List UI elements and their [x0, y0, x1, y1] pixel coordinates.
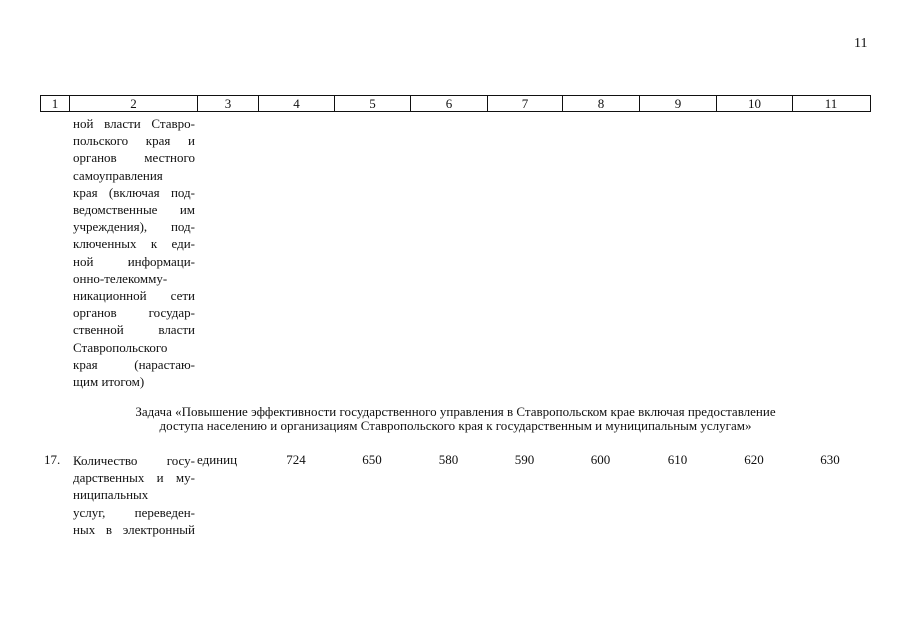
- text-line: никационной сети: [73, 288, 195, 304]
- text-line: дарственных и му-: [73, 470, 195, 486]
- text-line: ных в электронный: [73, 521, 195, 537]
- header-cell-8: 8: [563, 96, 640, 111]
- text-line: Количество госу-: [73, 453, 195, 468]
- text-line: самоуправления: [73, 167, 163, 183]
- task-heading-line-2: доступа населению и организациям Ставропольского края к государственным и муниципальным услугам»: [159, 418, 752, 433]
- row-17-value-col8: 600: [590, 452, 611, 467]
- text-line: края (включая под-: [73, 184, 195, 200]
- page-number: 11: [854, 36, 868, 51]
- text-line: щим итогом): [73, 374, 145, 390]
- row-17-unit: единиц: [197, 452, 238, 467]
- row-number: 17.: [44, 452, 61, 467]
- text-line: Ставропольского: [73, 339, 168, 355]
- row-17-value-col11: 630: [820, 452, 840, 467]
- header-cell-4: 4: [259, 96, 335, 111]
- text-line: онно-телекомму-: [73, 270, 168, 286]
- text-line: услуг, переведен-: [73, 504, 195, 520]
- text-line: ственной власти: [73, 322, 195, 338]
- header-cell-2: 2: [70, 96, 198, 111]
- header-cell-7: 7: [488, 96, 563, 111]
- text-line: польского края и: [73, 133, 195, 149]
- row-17-value-col7: 590: [514, 452, 535, 467]
- text-line: ключенных к еди-: [73, 236, 195, 252]
- row-17-indicator-text: [73, 452, 195, 538]
- text-line: ниципальных: [73, 487, 149, 503]
- text-line: ной информаци-: [73, 253, 195, 269]
- header-cell-1: 1: [41, 96, 70, 111]
- header-cell-10: 10: [717, 96, 793, 111]
- row-17-value-col10: 620: [744, 452, 764, 467]
- text-line: учреждения), под-: [73, 219, 195, 235]
- task-heading-line-1: Задача «Повышение эффективности государственного управления в Ставропольском крае включая предоставление: [135, 404, 776, 419]
- continued-indicator-text: [73, 115, 195, 390]
- text-line: органов местного: [73, 150, 195, 166]
- header-cell-9: 9: [640, 96, 717, 111]
- header-cell-3: 3: [198, 96, 259, 111]
- text-line: ведомственные им: [73, 202, 195, 218]
- text-line: органов государ-: [73, 305, 195, 321]
- text-line: края (нарастаю-: [73, 356, 195, 372]
- row-17-value-col9: 610: [667, 452, 688, 467]
- row-17-value-col6: 580: [438, 452, 459, 467]
- header-cell-6: 6: [411, 96, 488, 111]
- header-cell-11: 11: [824, 96, 838, 111]
- task-heading: [40, 405, 871, 433]
- row-17-value-col4: 724: [286, 452, 306, 467]
- text-line: ной власти Ставро-: [73, 116, 195, 131]
- row-17-value-col5: 650: [362, 452, 382, 467]
- header-cell-5: 5: [335, 96, 411, 111]
- table-header-row: [40, 95, 871, 112]
